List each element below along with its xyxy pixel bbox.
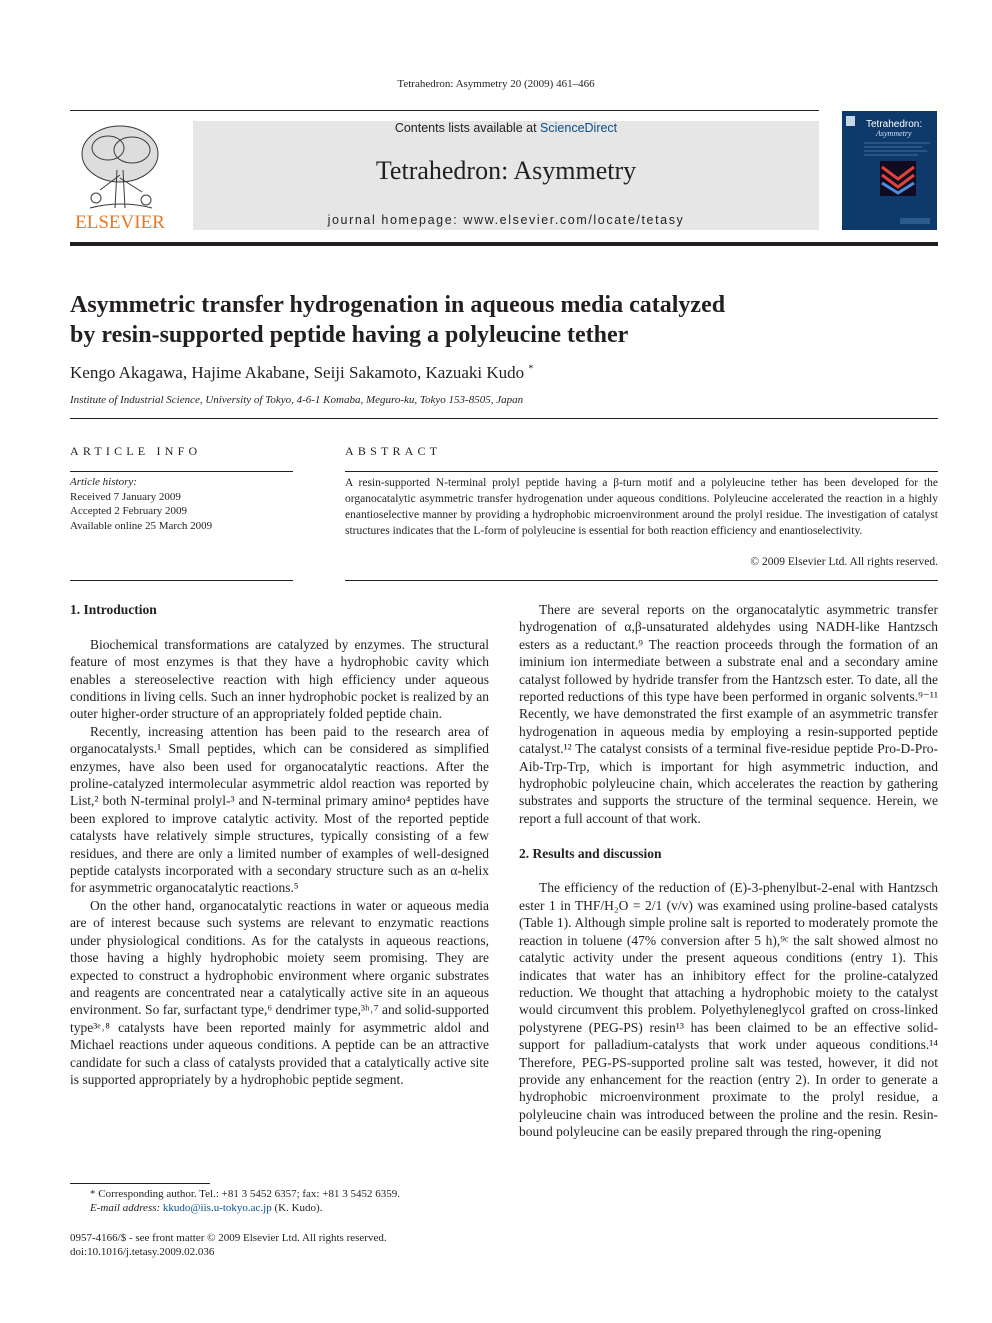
article-info-rule [70, 471, 293, 472]
paragraph: Biochemical transformations are catalyzed by enzymes. The structural feature of most enzymes is that they have a hydrophobic cavity which enables a stereoselective reaction with high efficiency under aqueous conditions in living cells. Such an inner hydrophobic pocket is realized by an outer higher-order structure of an appropriately folded peptide chain. [70, 636, 489, 722]
email-label: E-mail address: [90, 1202, 161, 1214]
doi-link[interactable]: doi:10.1016/j.tetasy.2009.02.036 [70, 1246, 215, 1258]
paragraph: Recently, increasing attention has been paid to the research area of organocatalysts.¹ Small peptides, which can be considered as simplified enzymes, have also been used for organocatalytic reactions. After the proline-catalyzed intermolecular asymmetric aldol reaction was reported by List,² both N-terminal prolyl-³ and N-terminal primary amino⁴ peptides have been explored to improve catalytic activity. Most of the reported peptide catalysts have relatively simple structures, typically consisting of a few residues, and there are only a limited number of examples of well-designed peptide catalysts incorporated with a secondary structure such as an α-helix for asymmetric organocatalytic reactions.⁵ [70, 723, 489, 896]
abstract-bottom-rule [345, 580, 938, 581]
article-history [70, 475, 293, 533]
journal-citation: Tetrahedron: Asymmetry 20 (2009) 461–466 [397, 78, 595, 90]
contents-prefix: Contents lists available at [394, 121, 537, 135]
paragraph: There are several reports on the organocatalytic asymmetric transfer hydrogenation of α,β-unsaturated aldehydes using NADH-like Hantzsch esters as a reductant.⁹ The reaction proceeds through the formation of an iminium ion intermediate between a substrate enal and a secondary amine catalyst followed by hydride transfer from the Hantzsch ester. To date, all the reported reductions of this type have been performed in organic solvents.⁹⁻¹¹ Recently, we have demonstrated the first example of an asymmetric transfer hydrogenation in aqueous media by employing a resin-supported peptide catalyst.¹² The catalyst consists of a terminal five-residue peptide Pro-D-Pro-Aib-Trp-Trp, which is important for high asymmetric induction, and hydrophobic polyleucine chain, which accelerates the reaction by gathering substrates and supports the structure of the terminal sequence. Herein, we report a full account of that work. [519, 602, 938, 826]
paragraph: The efficiency of the reduction of (E)-3-phenylbut-2-enal with Hantzsch ester 1 in THF/H₂O = 2/1 (v/v) was examined using proline-based catalysts (Table 1). Although simple proline salt is reported to moderately promote the reaction in toluene (47% conversion after 5 h),⁹ᶜ the salt showed almost no catalytic activity under the present aqueous conditions (entry 1). This indicates that water has an inhibitory effect for the proline-catalyzed reduction. We thought that attaching a hydrophobic moiety to the catalyst would circumvent this problem. Polyethyleneglycol grafted on cross-linked polystyrene (PEG-PS) resin¹³ has been claimed to be an effective solid-support for palladium-catalysts that work under aqueous conditions.¹⁴ Therefore, PEG-PS-supported proline salt was tested, however, it did not provide any enhancement for the reaction (entry 2). In order to generate a hydrophobic microenvironment proximate to the prolyl residue, a polyleucine chain was introduced between the proline and the resin. Resin-bound polyleucine can be easily prepared through the ring-opening [519, 880, 938, 1140]
affiliation: Institute of Industrial Science, University of Tokyo, 4-6-1 Komaba, Meguro-ku, Tokyo 153-8505, Japan [70, 394, 524, 406]
journal-cover-thumbnail[interactable] [842, 111, 937, 230]
issn-block [70, 1231, 489, 1259]
section-heading-introduction: 1. Introduction [70, 602, 157, 617]
cover-title: Tetrahedron: [866, 119, 923, 130]
author-list [70, 363, 930, 383]
contents-line [193, 121, 819, 135]
corresponding-author-note: Corresponding author. Tel.: +81 3 5452 6357; fax: +81 3 5452 6359. [98, 1188, 400, 1200]
elsevier-wordmark: ELSEVIER [75, 212, 165, 232]
elsevier-tree-icon [70, 120, 170, 232]
abstract-heading: ABSTRACT [345, 444, 442, 458]
title-line-2: by resin-supported peptide having a polyleucine tether [70, 322, 629, 348]
history-label: Article history: [70, 476, 137, 488]
online-date: Available online 25 March 2009 [70, 519, 213, 532]
body-column-left [70, 601, 489, 1088]
received-date: Received 7 January 2009 [70, 490, 181, 503]
journal-homepage-link[interactable]: journal homepage: www.elsevier.com/locate/tetasy [327, 213, 685, 227]
header-rule [70, 110, 819, 111]
article-title [70, 290, 930, 350]
journal-name: Tetrahedron: Asymmetry [375, 156, 637, 185]
paragraph: On the other hand, organocatalytic reactions in water or aqueous media are of interest because such systems are relevant to enzymatic reactions under physiological conditions. As for the catalysts in aqueous reactions, those having a highly hydrophobic moiety seem promising. They are expected to construct a hydrophobic environment where organic substrates and reagents are concentrated near a catalytically active site in an aqueous environment. So far, surfactant type,⁶ dendrimer type,³ʰ˒⁷ and solid-supported type³ᵉ˒⁸ catalysts have been reported mainly for asymmetric aldol and Michael reactions under aqueous conditions. A peptide can be an attractive candidate for such a class of catalysts provided that a catalytically active site is supported appropriately by a hydrophobic peptide segment. [70, 897, 489, 1087]
authors-text: Kengo Akagawa, Hajime Akabane, Seiji Sakamoto, Kazuaki Kudo [70, 363, 525, 382]
corresponding-author-link[interactable]: * [528, 363, 534, 375]
issn-line: 0957-4166/$ - see front matter © 2009 Elsevier Ltd. All rights reserved. [70, 1232, 387, 1244]
header-thick-rule [70, 242, 938, 246]
footnote [70, 1187, 489, 1215]
sciencedirect-link[interactable]: ScienceDirect [540, 121, 618, 135]
affiliation-rule [70, 418, 938, 419]
accepted-date: Accepted 2 February 2009 [70, 505, 187, 517]
title-line-1: Asymmetric transfer hydrogenation in aqueous media catalyzed [70, 292, 726, 318]
cover-subtitle: Asymmetry [876, 129, 912, 138]
elsevier-logo [70, 120, 170, 232]
abstract-copyright: © 2009 Elsevier Ltd. All rights reserved. [750, 556, 938, 568]
article-info-heading: ARTICLE INFO [70, 444, 202, 458]
footnote-mark: * [90, 1188, 96, 1200]
abstract-rule [345, 471, 938, 472]
article-info-bottom-rule [70, 580, 293, 581]
footnote-rule [70, 1183, 210, 1184]
email-suffix: (K. Kudo). [274, 1202, 323, 1214]
section-heading-results: 2. Results and discussion [519, 845, 662, 861]
abstract-text: A resin-supported N-terminal prolyl peptide having a β-turn motif and a polyleucine tether has been developed for the organocatalytic asymmetric transfer hydrogenation under aqueous conditions. Polyleucine accelerated the reaction in a highly enantioselective manner by providing a hydrophobic microenvironment around the prolyl residue. The investigation of catalyst structures indicates that the L-form of polyleucine is essential for both reaction efficiency and enantioselectivity. [345, 477, 938, 537]
email-link[interactable]: kkudo@iis.u-tokyo.ac.jp [162, 1202, 272, 1214]
body-column-right [519, 601, 938, 1141]
